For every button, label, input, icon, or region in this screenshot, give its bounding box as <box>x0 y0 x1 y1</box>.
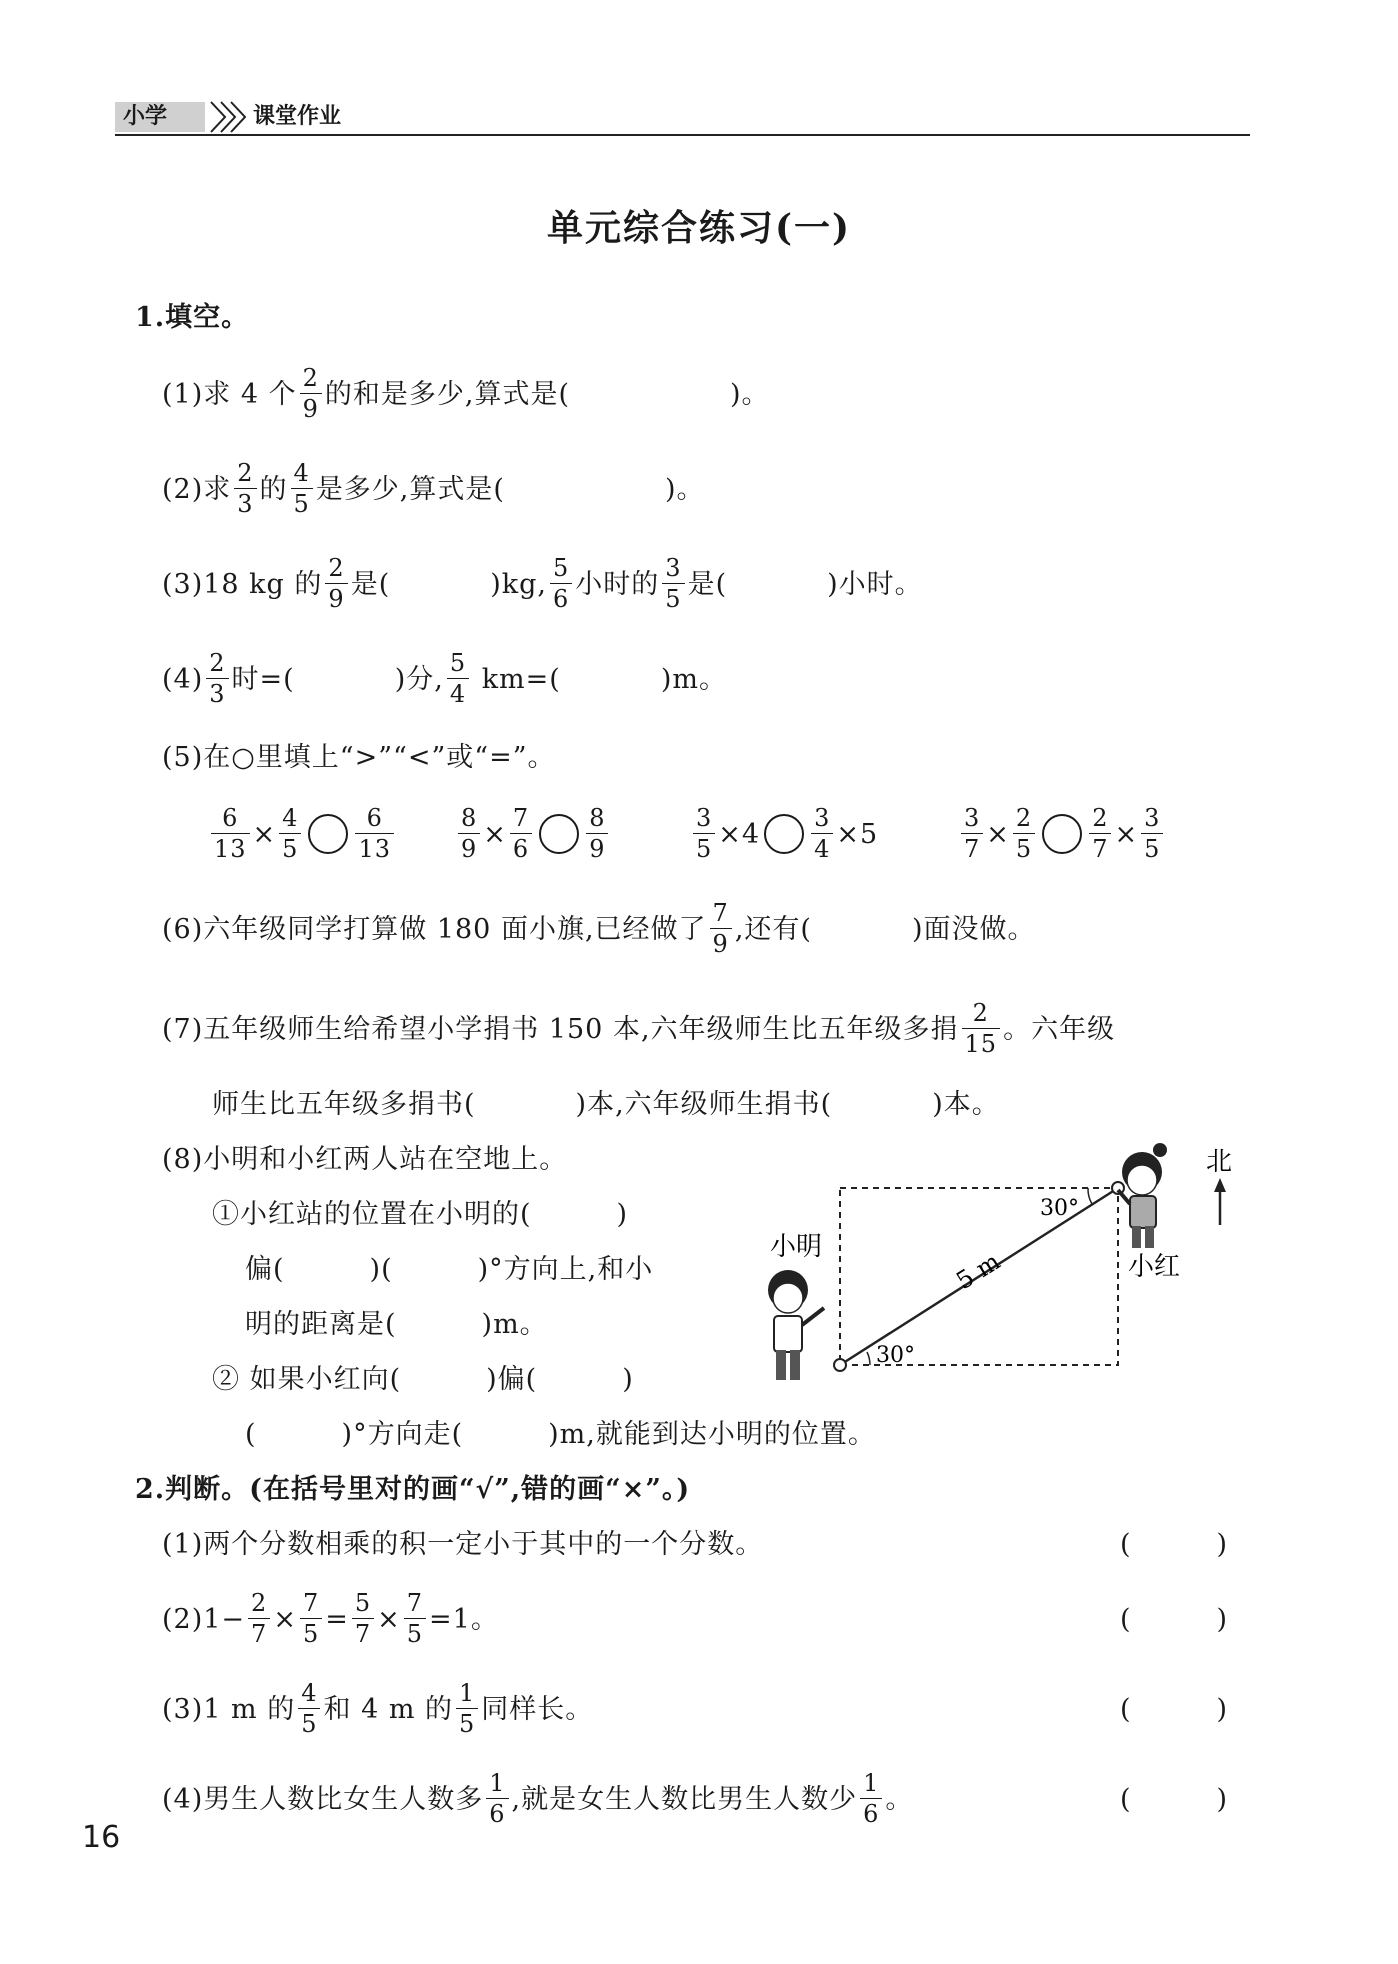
chevron-right-icon <box>207 100 251 134</box>
page-number: 16 <box>82 1820 121 1855</box>
q1-item-7: (7)五年级师生给希望小学捐书 150 本,六年级师生比五年级多捐 $\frac{2}{15}$ 。六年级 <box>162 999 1116 1058</box>
q1-heading: 1.填空。 <box>135 302 250 333</box>
header-tag: 小学 <box>115 102 205 132</box>
angle-top-label: 30° <box>1040 1196 1079 1221</box>
answer-box-2[interactable]: ( ) <box>1120 1604 1229 1635</box>
distance-label: 5 m <box>951 1247 1005 1296</box>
xiaoming-label: 小明 <box>770 1232 823 1262</box>
fraction: $\frac{2}{9}$ <box>325 556 347 611</box>
q1-item-8-s2: ② 如果小红向( )偏( ) <box>212 1364 634 1395</box>
girl-figure-icon <box>1118 1143 1167 1248</box>
fraction: $\frac{2}{3}$ <box>206 651 228 706</box>
answer-box-1[interactable]: ( ) <box>1120 1529 1229 1560</box>
compare-expr-1: $\frac{6}{13}$ × $\frac{4}{5}$ $\frac{6}{13}$ <box>208 805 397 865</box>
fraction: $\frac{2}{9}$ <box>300 366 322 421</box>
page-header <box>115 98 1250 138</box>
q1-item-1: (1)求 4 个 $\frac{2}{9}$ 的和是多少,算式是( )。 <box>162 364 770 423</box>
angle-bottom-label: 30° <box>876 1343 915 1368</box>
compare-expr-4: $\frac{3}{7}$ × $\frac{2}{5}$ $\frac{2}{7}$ × $\frac{3}{5}$ <box>958 805 1166 865</box>
page-title: 单元综合练习(一) <box>546 207 852 249</box>
q1-item-8-s1b: 偏( )( )°方向上,和小 <box>245 1254 654 1285</box>
north-arrow-icon <box>1214 1178 1226 1192</box>
q2-item-3: (3)1 m 的 $\frac{4}{5}$ 和 4 m 的 $\frac{1}{5}$ 同样长。 <box>162 1679 594 1738</box>
q1-item-8-s1c: 明的距离是( )m。 <box>245 1309 548 1340</box>
fraction: $\frac{5}{6}$ <box>550 556 572 611</box>
compare-circle-3[interactable] <box>764 814 804 854</box>
q1-item-4: (4) $\frac{2}{3}$ 时=( )分, $\frac{5}{4}$ km=( )m。 <box>162 649 727 708</box>
answer-box-3[interactable]: ( ) <box>1120 1694 1229 1725</box>
q1-item-5: (5)在○里填上“>”“<”或“=”。 <box>162 742 556 773</box>
q2-heading: 2.判断。(在括号里对的画“√”,错的画“×”。) <box>135 1474 691 1505</box>
q1-item-6: (6)六年级同学打算做 180 面小旗,已经做了 $\frac{7}{9}$ ,还有( )面没做。 <box>162 899 1036 958</box>
q1-item-8: (8)小明和小红两人站在空地上。 <box>162 1144 568 1175</box>
fraction: $\frac{2}{15}$ <box>962 1001 1001 1056</box>
north-label: 北 <box>1206 1147 1233 1177</box>
q2-item-4: (4)男生人数比女生人数多 $\frac{1}{6}$ ,就是女生人数比男生人数少 $\frac{1}{6}$ 。 <box>162 1769 914 1828</box>
q1-item-3: (3)18 kg 的 $\frac{2}{9}$ 是( )kg, $\frac{5}{6}$ 小时的 $\frac{3}{5}$ 是( )小时。 <box>162 554 923 613</box>
q1-item-7-cont: 师生比五年级多捐书( )本,六年级师生捐书( )本。 <box>212 1089 1000 1120</box>
q2-item-2: (2)1− $\frac{2}{7}$ × $\frac{7}{5}$ = $\frac{5}{7}$ × $\frac{7}{5}$ =1。 <box>162 1589 499 1648</box>
fraction: $\frac{5}{4}$ <box>447 651 469 706</box>
fraction: $\frac{2}{3}$ <box>234 461 256 516</box>
header-rule <box>115 134 1250 136</box>
header-subtitle: 课堂作业 <box>253 104 342 129</box>
fraction: $\frac{4}{5}$ <box>291 461 313 516</box>
compare-expr-3: $\frac{3}{5}$ ×4 $\frac{3}{4}$ ×5 <box>690 805 878 865</box>
answer-box-4[interactable]: ( ) <box>1120 1784 1229 1815</box>
xiaoming-point <box>834 1359 846 1371</box>
xiaohong-label: 小红 <box>1128 1252 1181 1282</box>
fraction: $\frac{3}{5}$ <box>662 556 684 611</box>
compare-circle-1[interactable] <box>308 814 348 854</box>
q1-item-8-s1: ①小红站的位置在小明的( ) <box>212 1199 629 1230</box>
q2-item-1: (1)两个分数相乘的积一定小于其中的一个分数。 <box>162 1529 764 1560</box>
compare-expr-2: $\frac{8}{9}$ × $\frac{7}{6}$ $\frac{8}{9}$ <box>455 805 611 865</box>
fraction: $\frac{7}{9}$ <box>710 901 732 956</box>
boy-figure-icon <box>768 1270 824 1380</box>
q1-item-8-s2b: ( )°方向走( )m,就能到达小明的位置。 <box>245 1419 876 1450</box>
compare-circle-4[interactable] <box>1042 814 1082 854</box>
direction-figure <box>760 1130 1260 1390</box>
compare-circle-2[interactable] <box>539 814 579 854</box>
q1-item-2: (2)求 $\frac{2}{3}$ 的 $\frac{4}{5}$ 是多少,算式是( )。 <box>162 459 705 518</box>
